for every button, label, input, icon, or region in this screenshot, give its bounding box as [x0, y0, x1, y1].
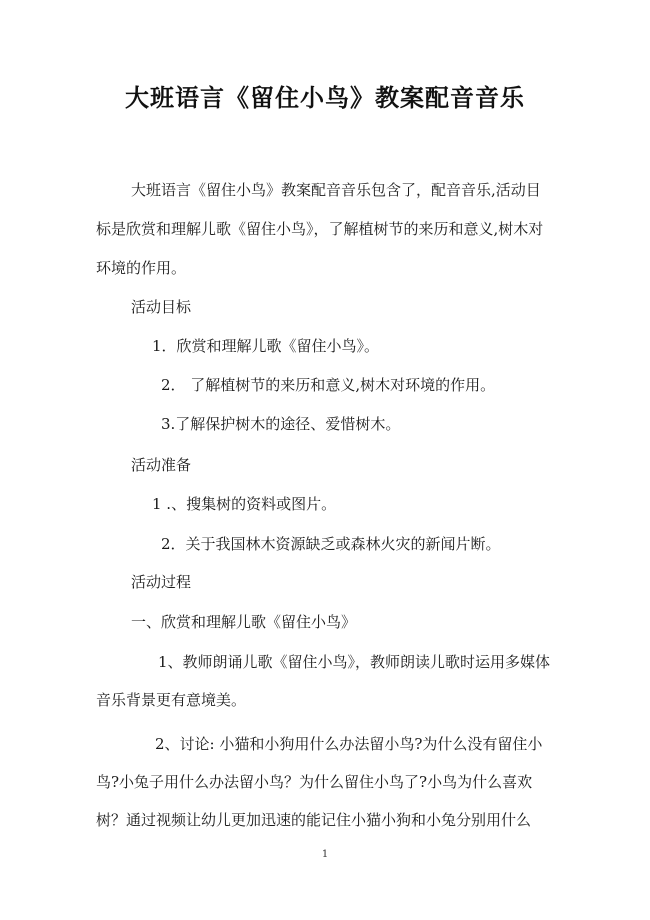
preparation-heading: 活动准备 — [131, 456, 192, 474]
process-heading: 活动过程 — [131, 573, 192, 591]
process-step-1-line-1: 1、教师朗诵儿歌《留住小鸟》，教师朗读儿歌时运用多媒体 — [158, 653, 551, 671]
process-section-1: 一、欣赏和理解儿歌《留住小鸟》 — [131, 613, 357, 631]
process-step-2-line-1: 2、讨论: 小猫和小狗用什么办法留小鸟?为什么没有留住小 — [155, 735, 543, 753]
process-step-2-line-2: 鸟?小兔子用什么办法留小鸟？为什么留住小鸟了?小鸟为什么喜欢 — [96, 773, 533, 791]
intro-line-1: 大班语言《留住小鸟》教案配音音乐包含了，配音音乐,活动目 — [131, 181, 541, 199]
preparation-item-2: 2．关于我国林木资源缺乏或森林火灾的新闻片断。 — [161, 535, 501, 553]
goal-item-3: 3.了解保护树木的途径、爱惜树木。 — [161, 415, 401, 433]
goal-item-1: 1．欣赏和理解儿歌《留住小鸟》。 — [152, 337, 380, 355]
intro-line-2: 标是欣赏和理解儿歌《留住小鸟》，了解植树节的来历和意义,树木对 — [96, 220, 544, 238]
page-number: 1 — [321, 849, 329, 860]
goals-heading: 活动目标 — [131, 298, 192, 316]
intro-line-3: 环境的作用。 — [96, 259, 187, 277]
document-title: 大班语言《留住小鸟》教案配音音乐 — [125, 84, 525, 112]
preparation-item-1: 1 .、搜集树的资料或图片。 — [152, 495, 337, 513]
process-step-2-line-3: 树？通过视频让幼儿更加迅速的能记住小猫小狗和小兔分别用什么 — [96, 811, 532, 829]
goal-item-2: 2． 了解植树节的来历和意义,树木对环境的作用。 — [161, 376, 496, 394]
process-step-1-line-2: 音乐背景更有意境美。 — [96, 691, 247, 709]
